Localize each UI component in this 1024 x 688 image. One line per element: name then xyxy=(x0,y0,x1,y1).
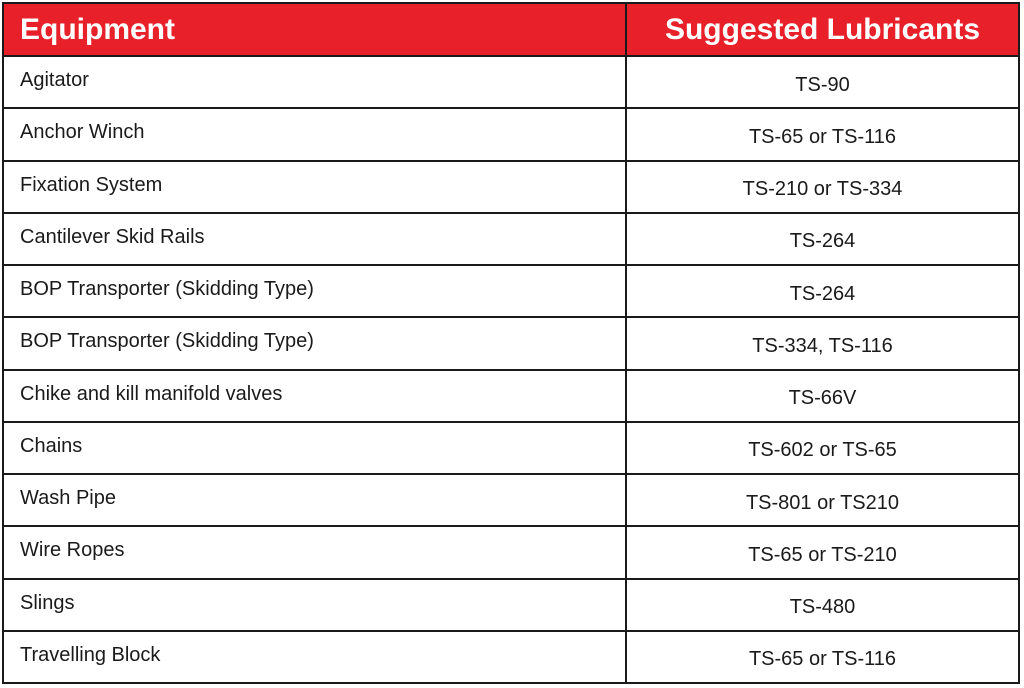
table-body xyxy=(4,55,1018,682)
table-row xyxy=(4,107,1018,159)
table-row xyxy=(4,473,1018,525)
equipment-cell: Anchor Winch xyxy=(4,109,627,159)
equipment-cell: BOP Transporter (Skidding Type) xyxy=(4,266,627,316)
lubricant-cell: TS-602 or TS-65 xyxy=(748,439,897,462)
header-equipment: Equipment xyxy=(4,4,627,55)
table-row xyxy=(4,212,1018,264)
table-row xyxy=(4,525,1018,577)
equipment-cell: Chike and kill manifold valves xyxy=(4,371,627,421)
equipment-cell: Slings xyxy=(4,580,627,630)
table-row xyxy=(4,421,1018,473)
equipment-cell: Cantilever Skid Rails xyxy=(4,214,627,264)
lubricant-cell: TS-65 or TS-210 xyxy=(748,543,897,566)
lubricant-cell: TS-334, TS-116 xyxy=(752,334,893,357)
lubricant-cell: TS-65 or TS-116 xyxy=(748,648,897,671)
table-header xyxy=(4,4,1018,55)
table-row xyxy=(4,160,1018,212)
lubricant-table xyxy=(2,2,1020,684)
equipment-cell: Wash Pipe xyxy=(4,475,627,525)
table-row xyxy=(4,264,1018,316)
lubricant-cell: TS-66V xyxy=(788,387,857,410)
equipment-cell: Travelling Block xyxy=(4,632,627,682)
lubricant-cell: TS-65 or TS-116 xyxy=(748,125,897,148)
lubricant-cell: TS-480 xyxy=(789,596,856,619)
equipment-cell: Fixation System xyxy=(4,162,627,212)
equipment-cell: Wire Ropes xyxy=(4,527,627,577)
lubricant-cell: TS-264 xyxy=(789,230,856,253)
table-row xyxy=(4,578,1018,630)
lubricant-cell: TS-801 or TS210 xyxy=(745,491,900,514)
equipment-cell: Agitator xyxy=(4,57,627,107)
lubricant-cell: TS-210 or TS-334 xyxy=(742,178,903,201)
table-row xyxy=(4,55,1018,107)
equipment-cell: BOP Transporter (Skidding Type) xyxy=(4,318,627,368)
table-row xyxy=(4,630,1018,682)
table-row xyxy=(4,369,1018,421)
lubricant-cell: TS-90 xyxy=(795,73,850,96)
header-suggested-lubricants: Suggested Lubricants xyxy=(664,12,981,46)
table-row xyxy=(4,316,1018,368)
equipment-cell: Chains xyxy=(4,423,627,473)
lubricant-cell: TS-264 xyxy=(789,282,856,305)
